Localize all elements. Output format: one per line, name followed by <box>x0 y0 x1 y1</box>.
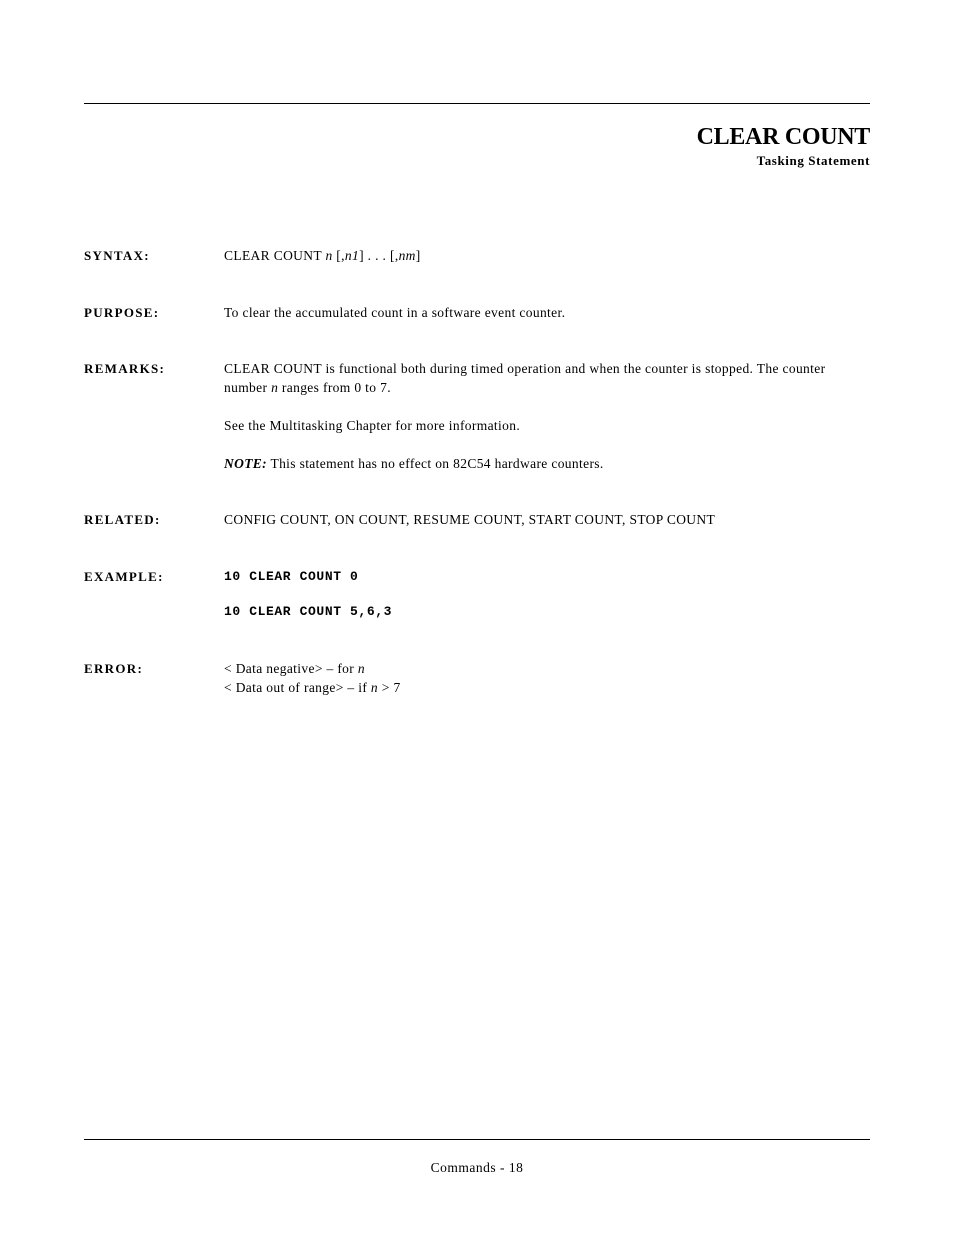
remarks-p1-b: ranges from 0 to 7. <box>278 380 391 395</box>
error-1-text: < Data negative> – for <box>224 661 358 676</box>
error-line-1 <box>224 659 870 678</box>
page-title: CLEAR COUNT <box>696 124 870 150</box>
syntax-text <box>224 246 870 265</box>
error-line-2 <box>224 678 870 697</box>
purpose-body: To clear the accumulated count in a software event counter. <box>224 305 566 320</box>
remarks-note <box>224 454 870 473</box>
example-label: EXAMPLE: <box>84 569 164 584</box>
bottom-rule <box>84 1139 870 1140</box>
remarks-paragraph-1 <box>224 359 870 397</box>
error-2-suffix: > 7 <box>378 680 401 695</box>
purpose-label: PURPOSE: <box>84 305 160 320</box>
error-2-param: n <box>370 680 379 695</box>
syntax-param-n: n <box>325 248 333 263</box>
syntax-part2: [, <box>332 248 345 263</box>
error-label: ERROR: <box>84 661 144 676</box>
top-rule <box>84 103 870 104</box>
syntax-prefix: CLEAR COUNT <box>224 248 326 263</box>
page-subtitle: Tasking Statement <box>756 153 870 168</box>
remarks-paragraph-2: See the Multitasking Chapter for more information. <box>224 418 521 433</box>
note-label: NOTE: <box>224 456 267 471</box>
example-text <box>224 567 870 621</box>
syntax-param-nm: nm <box>398 248 416 263</box>
remarks-label: REMARKS: <box>84 361 166 376</box>
related-text <box>224 510 870 529</box>
syntax-suffix: ] <box>415 248 421 263</box>
note-text: This statement has no effect on 82C54 hardware counters. <box>267 456 604 471</box>
related-label: RELATED: <box>84 512 161 527</box>
syntax-param-n1: n1 <box>344 248 360 263</box>
syntax-label: SYNTAX: <box>84 248 150 263</box>
example-line-2: 10 CLEAR COUNT 5,6,3 <box>224 604 393 619</box>
error-2-text: < Data out of range> – if <box>224 680 371 695</box>
remarks-text <box>224 359 870 473</box>
error-text <box>224 659 870 697</box>
example-line-1: 10 CLEAR COUNT 0 <box>224 569 359 584</box>
remarks-param-n: n <box>271 380 279 395</box>
syntax-part3: ] . . . [, <box>359 248 399 263</box>
purpose-text <box>224 303 870 322</box>
page-footer: Commands - 18 <box>430 1160 524 1175</box>
page-header <box>697 122 870 170</box>
related-body: CONFIG COUNT, ON COUNT, RESUME COUNT, START COUNT, STOP COUNT <box>224 512 716 527</box>
remarks-p1-a: CLEAR COUNT is functional both during timed operation and when the counter is stopped. The counter number <box>224 361 826 395</box>
error-1-param: n <box>357 661 365 676</box>
